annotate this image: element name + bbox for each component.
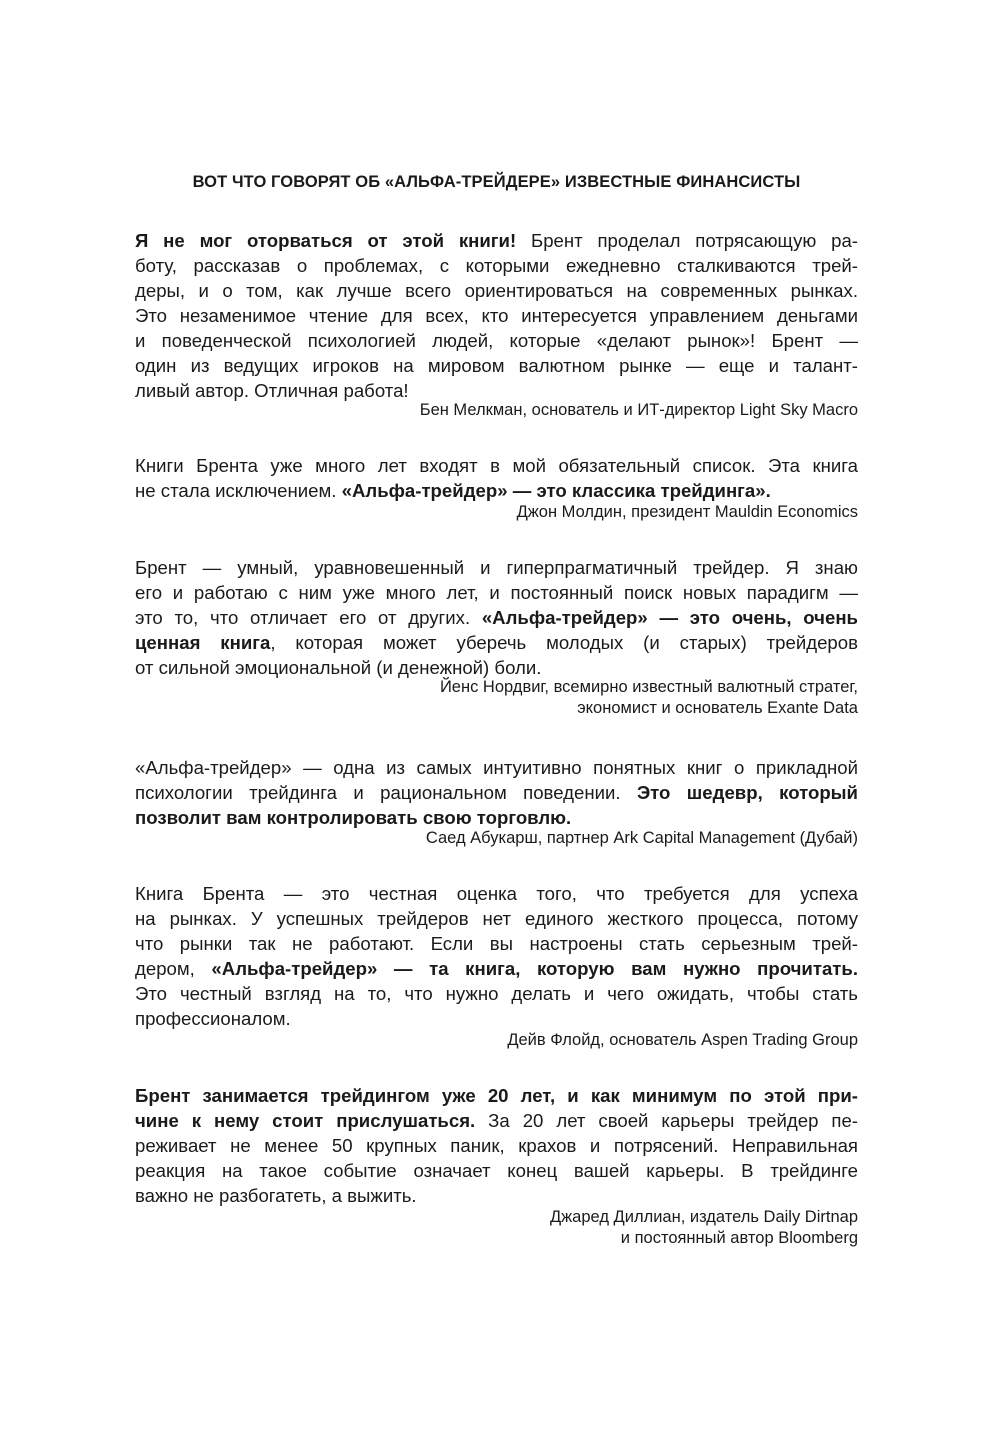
attribution-line: Джон Молдин, президент Mauldin Economics (516, 503, 858, 521)
text-line (135, 630, 858, 655)
bold-text: позволит вам контролировать свою торговлю. (135, 807, 572, 828)
quote-attribution (135, 502, 858, 523)
text-line (135, 228, 858, 253)
text-segment: от сильной эмоциональной (и денежной) боли. (135, 657, 542, 678)
text-line (135, 1183, 858, 1208)
bold-text: чине к нему стоит прислушаться. (135, 1110, 476, 1131)
attribution-line: Саед Абукарш, партнер Ark Capital Management (Дубай) (425, 829, 858, 847)
bold-text: Я не мог оторваться от этой книги! (135, 230, 517, 251)
text-line (135, 755, 858, 780)
text-segment: Брент проделал потрясающую ра- (516, 230, 858, 251)
text-segment: деры, и о том, как лучше всего ориентироваться на современных рынках. (135, 280, 858, 301)
text-segment: Книга Брента — это честная оценка того, что требуется для успеха (135, 883, 858, 904)
quote-attribution (135, 828, 858, 849)
attribution-line: и постоянный автор Bloomberg (620, 1228, 858, 1247)
quote-text (135, 1083, 858, 1208)
bold-text: «Альфа-трейдер» — это очень, очень (481, 607, 858, 628)
text-line (135, 1158, 858, 1183)
text-line (135, 580, 858, 605)
text-line (135, 453, 858, 478)
attribution-line: Бен Мелкман, основатель и ИТ-директор Light Sky Macro (419, 401, 858, 419)
attribution-line: Джаред Диллиан, издатель Daily Dirtnap (549, 1208, 858, 1226)
text-line (135, 981, 858, 1006)
text-line (135, 780, 858, 805)
text-line (135, 605, 858, 630)
text-segment: дером, (135, 958, 212, 979)
quote-attribution (135, 1207, 858, 1248)
text-segment: , которая может уберечь молодых (и старых) трейдеров (270, 632, 858, 653)
bold-text: ценная книга (135, 632, 271, 653)
text-line (135, 931, 858, 956)
text-segment: Это незаменимое чтение для всех, кто интересуется управлением деньгами (135, 305, 858, 326)
text-segment: что рынки так не работают. Если вы настроены стать серьезным трей- (135, 933, 858, 954)
text-line (135, 881, 858, 906)
quote-attribution (135, 677, 858, 718)
quote-text (135, 555, 858, 680)
text-segment: реживает не менее 50 крупных паник, крахов и потрясений. Неправильная (135, 1135, 858, 1156)
text-segment: важно не разбогатеть, а выжить. (135, 1185, 417, 1206)
text-line (135, 906, 858, 931)
text-segment: «Альфа-трейдер» — одна из самых интуитивно понятных книг о прикладной (135, 757, 858, 778)
text-segment: профессионалом. (135, 1008, 291, 1029)
text-line (135, 1133, 858, 1158)
text-line (135, 956, 858, 981)
text-segment: боту, рассказав о проблемах, с которыми ежедневно сталкиваются трей- (135, 255, 858, 276)
text-segment: и поведенческой психологией людей, которые «делают рынок»! Брент — (135, 330, 858, 351)
bold-text: «Альфа-трейдер» — та книга, которую вам нужно прочитать. (211, 958, 858, 979)
text-segment: Брент — умный, уравновешенный и гиперпрагматичный трейдер. Я знаю (135, 557, 858, 578)
text-line (135, 253, 858, 278)
attribution-line: Йенс Нордвиг, всемирно известный валютный стратег, (439, 678, 858, 696)
text-line (135, 1006, 858, 1031)
quote-attribution (135, 1030, 858, 1051)
text-segment: За 20 лет своей карьеры трейдер пе- (475, 1110, 858, 1131)
bold-text: Это шедевр, который (636, 782, 858, 803)
text-segment: ливый автор. Отличная работа! (135, 380, 409, 401)
text-segment: реакция на такое событие означает конец вашей карьеры. В трейдинге (135, 1160, 858, 1181)
text-line (135, 353, 858, 378)
attribution-line: экономист и основатель Exante Data (577, 698, 858, 717)
quote-text (135, 755, 858, 830)
quote-text (135, 453, 858, 503)
text-segment: один из ведущих игроков на мировом валютном рынке — еще и талант- (135, 355, 858, 376)
text-segment: на рынках. У успешных трейдеров нет единого жесткого процесса, потому (135, 908, 858, 929)
page-title: ВОТ ЧТО ГОВОРЯТ ОБ «АЛЬФА-ТРЕЙДЕРЕ» ИЗВЕСТНЫЕ ФИНАНСИСТЫ (192, 173, 801, 191)
text-segment: не стала исключением. (135, 480, 342, 501)
quote-text (135, 228, 858, 403)
text-line (135, 1083, 858, 1108)
text-segment: Это честный взгляд на то, что нужно делать и чего ожидать, чтобы стать (135, 983, 858, 1004)
text-line (135, 805, 858, 830)
text-segment: это то, что отличает его от других. (135, 607, 482, 628)
text-line (135, 1108, 858, 1133)
text-line (135, 303, 858, 328)
bold-text: Брент занимается трейдингом уже 20 лет, и как минимум по этой при- (135, 1085, 858, 1106)
text-line (135, 478, 858, 503)
text-line (135, 278, 858, 303)
bold-text: «Альфа-трейдер» — это классика трейдинга». (341, 480, 771, 501)
text-line (135, 328, 858, 353)
text-line (135, 555, 858, 580)
text-segment: его и работаю с ним уже много лет, и постоянный поиск новых парадигм — (135, 582, 858, 603)
attribution-line: Дейв Флойд, основатель Aspen Trading Group (507, 1031, 858, 1049)
text-segment: Книги Брента уже много лет входят в мой обязательный список. Эта книга (135, 455, 858, 476)
quote-text (135, 881, 858, 1031)
quote-attribution (135, 400, 858, 421)
text-segment: психологии трейдинга и рациональном поведении. (135, 782, 637, 803)
